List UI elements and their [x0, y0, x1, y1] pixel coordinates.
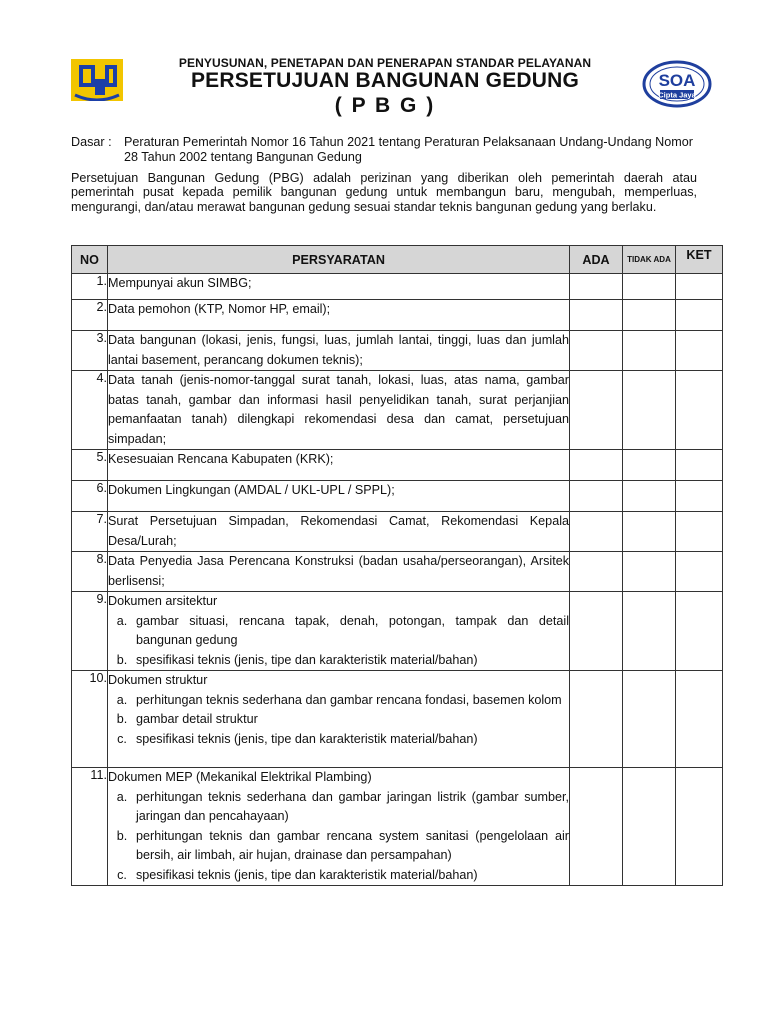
ada-checkbox-cell[interactable] [570, 450, 623, 481]
intro-paragraph: Persetujuan Bangunan Gedung (PBG) adalah perizinan yang diberikan oleh pemerintah daerah atau pemerintah pusat kepada pemilik bangunan gedung untuk membangun baru, mengubah, memperluas, mengurangi, dan/atau merawat bangunan gedung sesuai standar teknis bangunan gedung yang berlaku. [71, 171, 697, 214]
sub-requirement [108, 788, 569, 827]
document-title-abbr: ( P B G ) [334, 94, 436, 117]
tidak-ada-checkbox-cell[interactable] [623, 450, 676, 481]
sub-requirement-text: perhitungan teknis sederhana dan gambar rencana fondasi, basemen kolom [136, 692, 562, 707]
row-number: 6. [72, 481, 108, 512]
header-persyaratan: PERSYARATAN [108, 246, 570, 274]
tidak-ada-checkbox-cell[interactable] [623, 331, 676, 371]
sub-requirement [108, 710, 569, 730]
ada-checkbox-cell[interactable] [570, 671, 623, 768]
table-body [72, 274, 723, 886]
sub-requirement-text: spesifikasi teknis (jenis, tipe dan karakteristik material/bahan) [136, 731, 478, 746]
tidak-ada-checkbox-cell[interactable] [623, 274, 676, 300]
requirement-text: Dokumen arsitektur [108, 594, 218, 608]
ket-cell[interactable] [676, 671, 723, 768]
ada-checkbox-cell[interactable] [570, 768, 623, 886]
dasar-text: Peraturan Pemerintah Nomor 16 Tahun 2021 tentang Peraturan Pelaksanaan Undang-Undang Nomor 28 Tahun 2002 tentang Bangunan Gedung [124, 135, 693, 164]
table-header-row [72, 246, 723, 274]
requirement-cell [108, 274, 570, 300]
sub-requirement-letter: c. [117, 867, 127, 882]
ket-cell[interactable] [676, 592, 723, 671]
tidak-ada-checkbox-cell[interactable] [623, 481, 676, 512]
requirement-cell [108, 768, 570, 886]
tidak-ada-checkbox-cell[interactable] [623, 768, 676, 886]
ket-cell[interactable] [676, 768, 723, 886]
sub-requirement [108, 612, 569, 651]
document-title: PERSETUJUAN BANGUNAN GEDUNG [190, 69, 580, 92]
sub-requirement-letter: a. [116, 613, 128, 628]
sub-requirement-letter: a. [116, 789, 128, 804]
row-number: 5. [72, 450, 108, 481]
sub-requirement-letter: b. [116, 712, 128, 726]
table-row [72, 481, 723, 512]
table-row [72, 331, 723, 371]
document-subtitle: PENYUSUNAN, PENETAPAN DAN PENERAPAN STANDAR PELAYANAN [178, 56, 592, 70]
requirement-cell [108, 371, 570, 450]
sub-requirement [108, 651, 569, 671]
requirement-cell [108, 300, 570, 331]
tidak-ada-checkbox-cell[interactable] [623, 300, 676, 331]
row-number: 4. [72, 371, 108, 450]
row-number: 10. [72, 671, 108, 768]
header-ket: KET [676, 246, 723, 274]
requirement-text: Data tanah (jenis-nomor-tanggal surat tanah, lokasi, luas, atas nama, gambar batas tanah, gambar dan informasi hasil penyelidikan tanah, surat perjanjian pemanfaatan tanah) dilengkapi rekomendasi desa dan camat, persetujuan simpadan; [108, 373, 569, 446]
ket-cell[interactable] [676, 552, 723, 592]
sub-requirement-text: gambar situasi, rencana tapak, denah, potongan, tampak dan detail bangunan gedung [136, 613, 569, 647]
tidak-ada-checkbox-cell[interactable] [623, 512, 676, 552]
requirement-cell [108, 671, 570, 768]
table-row [72, 671, 723, 768]
table-row [72, 768, 723, 886]
requirement-text: Surat Persetujuan Simpadan, Rekomendasi Camat, Rekomendasi Kepala Desa/Lurah; [108, 514, 569, 548]
sub-requirement-letter: a. [116, 692, 128, 707]
sub-requirement [108, 827, 569, 866]
row-number: 7. [72, 512, 108, 552]
requirement-text: Data pemohon (KTP, Nomor HP, email); [108, 302, 331, 316]
requirement-text: Data bangunan (lokasi, jenis, fungsi, luas, jumlah lantai, tinggi, luas dan jumlah lantai basement, perancang dokumen teknis); [108, 333, 569, 367]
table-row [72, 512, 723, 552]
ket-cell[interactable] [676, 450, 723, 481]
table-row [72, 371, 723, 450]
tidak-ada-checkbox-cell[interactable] [623, 671, 676, 768]
dasar-label: Dasar : [71, 135, 112, 149]
header-tidak-ada: TIDAK ADA [623, 246, 676, 274]
header-no: NO [72, 246, 108, 274]
ket-cell[interactable] [676, 481, 723, 512]
tidak-ada-checkbox-cell[interactable] [623, 552, 676, 592]
sub-requirement-letter: b. [116, 828, 128, 843]
ada-checkbox-cell[interactable] [570, 371, 623, 450]
row-number: 9. [72, 592, 108, 671]
sub-requirement-text: gambar detail struktur [136, 712, 258, 726]
ket-cell[interactable] [676, 331, 723, 371]
row-number: 8. [72, 552, 108, 592]
sub-requirement-text: perhitungan teknis dan gambar rencana system sanitasi (pengelolaan air bersih, air limbah, air hujan, drainase dan persampahan) [136, 828, 569, 862]
requirement-text: Dokumen Lingkungan (AMDAL / UKL-UPL / SPPL); [108, 483, 395, 497]
ada-checkbox-cell[interactable] [570, 552, 623, 592]
ket-cell[interactable] [676, 512, 723, 552]
ada-checkbox-cell[interactable] [570, 481, 623, 512]
requirement-text: Mempunyai akun SIMBG; [108, 276, 252, 290]
row-number: 2. [72, 300, 108, 331]
ada-checkbox-cell[interactable] [570, 592, 623, 671]
row-number: 1. [72, 274, 108, 300]
table-row [72, 552, 723, 592]
sub-requirement-letter: c. [117, 731, 127, 746]
table-row [72, 450, 723, 481]
requirements-table [71, 245, 723, 886]
ket-cell[interactable] [676, 300, 723, 331]
table-row [72, 274, 723, 300]
sub-requirement [108, 691, 569, 711]
sub-requirement-letter: b. [116, 652, 128, 667]
cipta-jaya-logo-text: Cipta Jaya [658, 90, 696, 100]
ada-checkbox-cell[interactable] [570, 300, 623, 331]
row-number: 11. [72, 768, 108, 886]
requirement-cell [108, 450, 570, 481]
requirement-cell [108, 592, 570, 671]
requirement-text: Data Penyedia Jasa Perencana Konstruksi (badan usaha/perseorangan), Arsitek berlisensi; [108, 554, 569, 588]
requirement-cell [108, 331, 570, 371]
requirement-cell [108, 512, 570, 552]
ket-cell[interactable] [676, 371, 723, 450]
tidak-ada-checkbox-cell[interactable] [623, 592, 676, 671]
ada-checkbox-cell[interactable] [570, 512, 623, 552]
table-row [72, 300, 723, 331]
row-number: 3. [72, 331, 108, 371]
sub-requirement-text: spesifikasi teknis (jenis, tipe dan karakteristik material/bahan) [136, 867, 478, 882]
requirement-cell [108, 552, 570, 592]
requirement-text: Dokumen struktur [108, 673, 208, 687]
ada-checkbox-cell[interactable] [570, 331, 623, 371]
table-row [72, 592, 723, 671]
ket-cell[interactable] [676, 274, 723, 300]
requirement-cell [108, 481, 570, 512]
tidak-ada-checkbox-cell[interactable] [623, 371, 676, 450]
ada-checkbox-cell[interactable] [570, 274, 623, 300]
requirement-text: Dokumen MEP (Mekanikal Elektrikal Plambing) [108, 770, 372, 784]
sub-requirement-text: perhitungan teknis sederhana dan gambar jaringan listrik (gambar sumber, jaringan dan pencahayaan) [136, 789, 569, 823]
requirement-text: Kesesuaian Rencana Kabupaten (KRK); [108, 452, 334, 466]
sub-requirement [108, 730, 569, 750]
header-ada: ADA [570, 246, 623, 274]
ministry-logo-icon [71, 59, 123, 101]
soa-logo-text: SOA [658, 71, 696, 90]
soa-cipta-jaya-logo-icon [642, 60, 712, 108]
sub-requirement-text: spesifikasi teknis (jenis, tipe dan karakteristik material/bahan) [136, 652, 478, 667]
sub-requirement [108, 866, 569, 886]
